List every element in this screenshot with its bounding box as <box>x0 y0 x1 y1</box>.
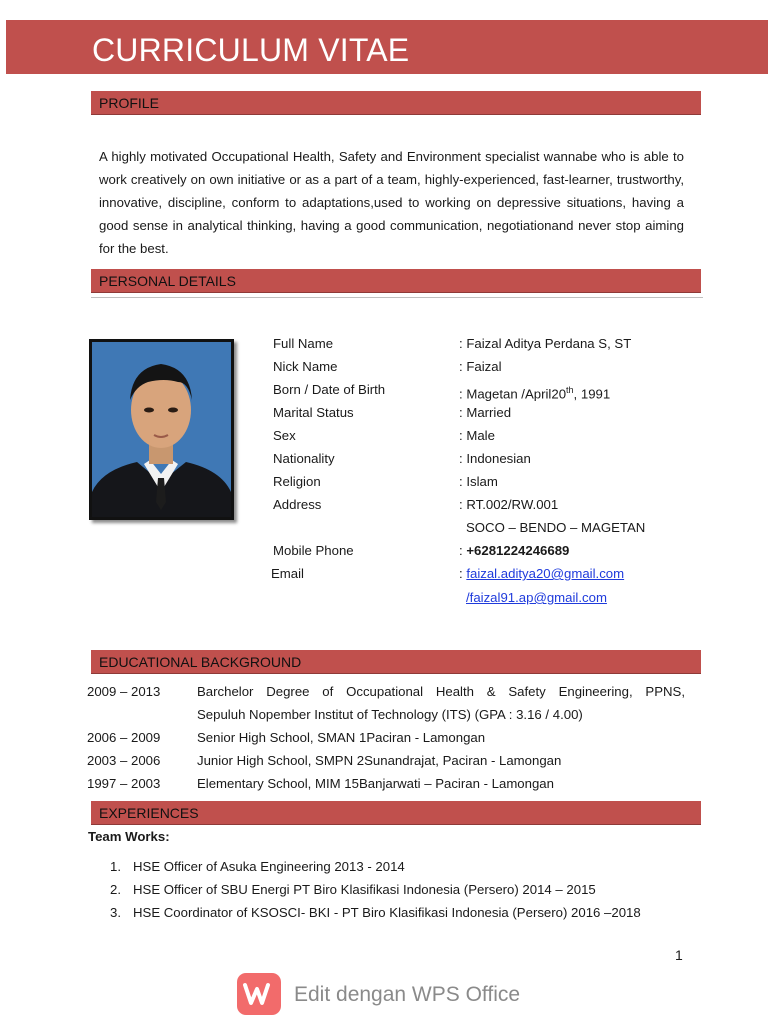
religion-value: : Islam <box>459 474 498 489</box>
section-label: EXPERIENCES <box>99 805 199 821</box>
address-line-1: : RT.002/RW.001 <box>459 497 559 512</box>
wps-edit-link[interactable]: Edit dengan WPS Office <box>294 983 521 1006</box>
education-years: 2009 – 2013 <box>87 684 161 699</box>
email-link-2[interactable]: /faizal91.ap@gmail.com <box>466 590 607 605</box>
birth-value: : Magetan /April20th, 1991 <box>459 385 611 402</box>
list-number: 1. <box>110 859 121 874</box>
divider <box>91 297 703 298</box>
religion-label: Religion <box>273 474 321 489</box>
education-description: Sepuluh Nopember Institut of Technology (ITS) (GPA : 3.16 / 4.00) <box>197 707 583 722</box>
marital-status-label: Marital Status <box>273 405 354 420</box>
page-number: 1 <box>675 947 683 963</box>
section-header-profile <box>91 91 701 115</box>
email-link-1[interactable]: faizal.aditya20@gmail.com <box>466 566 625 581</box>
section-label: PERSONAL DETAILS <box>99 273 236 289</box>
experience-item: HSE Officer of Asuka Engineering 2013 - 2014 <box>133 859 405 874</box>
sex-value: : Male <box>459 428 495 443</box>
full-name-label: Full Name <box>273 336 334 351</box>
section-header-personal-details <box>91 269 701 293</box>
section-label: PROFILE <box>99 95 159 111</box>
section-header-experiences <box>91 801 701 825</box>
birth-label: Born / Date of Birth <box>273 382 386 397</box>
marital-status-value: : Married <box>459 405 512 420</box>
nick-name-value: : Faizal <box>459 359 502 374</box>
education-description: Senior High School, SMAN 1Paciran - Lamongan <box>197 730 486 745</box>
email-value-1: : faizal.aditya20@gmail.com <box>459 566 625 581</box>
experience-item: HSE Officer of SBU Energi PT Biro Klasifikasi Indonesia (Persero) 2014 – 2015 <box>133 882 596 897</box>
profile-photo <box>89 339 234 520</box>
nationality-value: : Indonesian <box>459 451 531 466</box>
wps-logo-icon[interactable] <box>237 973 281 1015</box>
education-description: Junior High School, SMPN 2Sunandrajat, Paciran - Lamongan <box>197 753 562 768</box>
section-label: EDUCATIONAL BACKGROUND <box>99 654 302 670</box>
experience-item: HSE Coordinator of KSOSCI- BKI - PT Biro Klasifikasi Indonesia (Persero) 2016 –2018 <box>133 905 641 920</box>
list-number: 3. <box>110 905 121 920</box>
full-name-value: : Faizal Aditya Perdana S, ST <box>459 336 632 351</box>
nick-name-label: Nick Name <box>273 359 338 374</box>
education-description: Elementary School, MIM 15Banjarwati – Paciran - Lamongan <box>197 776 554 791</box>
page-title: CURRICULUM VITAE <box>92 32 410 68</box>
address-line-2: SOCO – BENDO – MAGETAN <box>466 520 646 535</box>
portrait-image <box>92 342 231 517</box>
list-number: 2. <box>110 882 121 897</box>
profile-paragraph: A highly motivated Occupational Health, Safety and Environment specialist wannabe who is able to work creatively on own initiative or as a part of a team, highly-experienced, fast-learner, trustworthy, innovative, discipline, conform to adaptations,used to working on depressive situations, having a good sense in analytical thinking, having a good communication, negotiationand never stop aiming for the best. <box>99 149 684 256</box>
education-years: 2003 – 2006 <box>87 753 161 768</box>
education-description: Barchelor Degree of Occupational Health & Safety Engineering, PPNS, <box>197 684 685 699</box>
team-works-heading: Team Works: <box>88 829 170 844</box>
education-years: 2006 – 2009 <box>87 730 161 745</box>
mobile-phone-value: : +6281224246689 <box>459 543 570 558</box>
email-label: Email <box>271 566 304 581</box>
education-years: 1997 – 2003 <box>87 776 161 791</box>
mobile-phone-label: Mobile Phone <box>273 543 354 558</box>
section-header-education <box>91 650 701 674</box>
sex-label: Sex <box>273 428 296 443</box>
address-label: Address <box>273 497 322 512</box>
nationality-label: Nationality <box>273 451 335 466</box>
